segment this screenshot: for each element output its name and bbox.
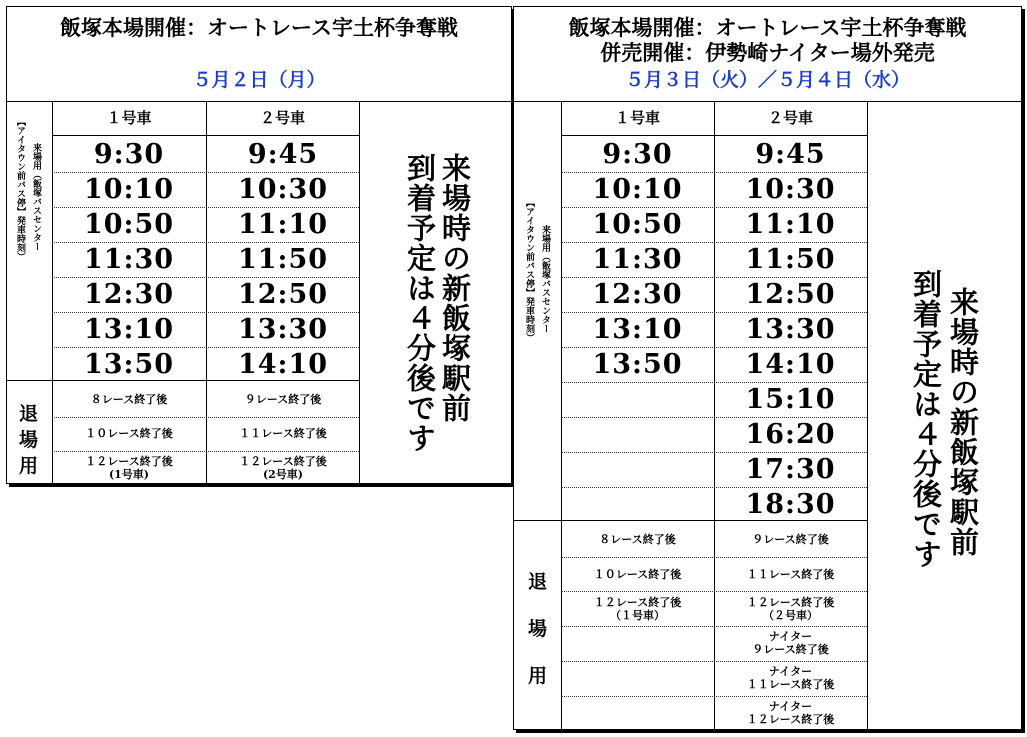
exit-note-car1	[52, 451, 206, 486]
exit-label-3: 用	[528, 665, 548, 687]
departure-label-a: 来場用（飯塚バスセンター	[540, 225, 550, 333]
event-date: ５月２日（月）	[192, 69, 326, 91]
departure-time-car1	[561, 382, 714, 417]
departure-time-car1: 9:30	[93, 139, 165, 170]
departure-time-car2: 13:30	[745, 314, 836, 345]
exit-note-line: ９レース終了後	[752, 532, 829, 546]
departure-label-b: 【アイタウン前バス停】発車時刻）	[15, 117, 25, 261]
exit-note-line: ９レース終了後	[752, 643, 829, 657]
departure-time-car1: 10:10	[592, 174, 683, 205]
departure-label-a: 来場用（飯塚バスセンター	[31, 143, 41, 251]
exit-note-line: ８レース終了後	[90, 392, 168, 406]
departure-time-car1: 12:30	[592, 279, 683, 310]
exit-note-line: １１レース終了後	[746, 678, 835, 692]
departure-label	[7, 105, 52, 380]
departure-time-car2: 14:10	[237, 349, 329, 380]
exit-note-car2	[206, 382, 360, 417]
exit-note-line: １２レース終了後	[593, 595, 682, 609]
departure-time-car2: 10:30	[237, 174, 329, 205]
departure-time-car2: 9:45	[755, 139, 826, 170]
event-subtitle: 併売開催：伊勢崎ナイター場外発売	[600, 40, 935, 65]
departure-time-car1: 12:30	[83, 279, 175, 310]
exit-note-line: １２レース終了後	[239, 455, 327, 469]
departure-time-car1: 11:30	[592, 244, 683, 275]
exit-note-car1	[561, 626, 714, 661]
departure-time-car2: 11:50	[237, 244, 329, 275]
exit-note-line: １０レース終了後	[593, 567, 682, 581]
departure-time-car1: 13:10	[592, 314, 683, 345]
exit-note-line: １２レース終了後	[746, 712, 835, 726]
event-title: 飯塚本場開催：オートレース宇土杯争奪戦	[60, 15, 458, 40]
exit-note-line: ナイター	[768, 630, 813, 644]
departure-time-car2: 17:30	[745, 454, 836, 485]
exit-note-line: ナイター	[768, 665, 813, 679]
departure-time-car2: 10:30	[745, 174, 836, 205]
exit-note-line: １０レース終了後	[85, 427, 173, 441]
departure-time-car1: 9:30	[602, 139, 673, 170]
departure-time-car1: 11:30	[83, 244, 175, 275]
exit-note-car2	[206, 417, 360, 452]
departure-time-car2: 11:50	[745, 244, 836, 275]
exit-note-car1	[561, 661, 714, 696]
column-header-car2: ２号車	[767, 109, 813, 127]
exit-note-car1	[52, 417, 206, 452]
exit-note-car2	[714, 696, 867, 731]
exit-note-line: （２号車）	[763, 608, 818, 622]
arrival-note-line2: 到着予定は４分後です	[403, 153, 437, 453]
departure-time-car2: 11:10	[237, 209, 329, 240]
arrival-note-line1: 来場時の新飯塚駅前	[946, 287, 980, 557]
exit-label-2: 場	[19, 429, 39, 451]
panel-header	[7, 7, 511, 102]
departure-time-car1	[561, 487, 714, 522]
column-header-car2: ２号車	[259, 109, 305, 127]
exit-label-1: 退	[19, 403, 39, 425]
departure-time-car1: 13:10	[83, 314, 175, 345]
departure-time-car1: 13:50	[83, 349, 175, 380]
departure-label	[514, 105, 561, 520]
exit-label-3: 用	[19, 455, 39, 477]
panel-header	[514, 7, 1021, 102]
column-header-car1: １号車	[106, 109, 152, 127]
departure-time-car2: 16:20	[745, 419, 836, 450]
exit-note-car1	[52, 382, 206, 417]
departure-time-car1: 13:50	[592, 349, 683, 380]
departure-time-car2: 13:30	[237, 314, 329, 345]
departure-label-b: 【アイタウン前バス停】発車時刻）	[524, 198, 534, 342]
exit-note-car1	[561, 696, 714, 731]
exit-note-car2	[206, 451, 360, 486]
departure-time-car1	[561, 417, 714, 452]
event-title: 飯塚本場開催：オートレース宇土杯争奪戦	[568, 15, 967, 40]
exit-note-line: （１号車）	[610, 608, 665, 622]
exit-note-line: １２レース終了後	[746, 595, 835, 609]
departure-time-car1: 10:50	[83, 209, 175, 240]
departure-time-car2: 9:45	[247, 139, 319, 170]
schedule-panel-may2	[6, 6, 512, 484]
departure-time-car2: 18:30	[745, 489, 836, 520]
exit-note-line: ８レース終了後	[599, 532, 676, 546]
departure-time-car2: 12:50	[745, 279, 836, 310]
exit-note-line: ナイター	[768, 699, 813, 713]
exit-note-line: (2号車)	[262, 468, 304, 482]
exit-note-line: １１レース終了後	[239, 427, 327, 441]
exit-note-car2	[714, 522, 867, 557]
departure-time-car2: 14:10	[745, 349, 836, 380]
exit-note-car2	[714, 661, 867, 696]
departure-time-car2: 15:10	[745, 384, 836, 415]
arrival-note-line2: 到着予定は４分後です	[909, 269, 943, 569]
departure-time-car1: 10:50	[592, 209, 683, 240]
schedule-panel-may3-4	[513, 6, 1022, 730]
departure-time-car1	[561, 452, 714, 487]
exit-note-car1	[561, 522, 714, 557]
event-date: ５月３日（火）／５月４日（水）	[624, 69, 910, 91]
column-header-car1: １号車	[614, 109, 660, 127]
exit-note-car2	[714, 557, 867, 592]
exit-note-line: ９レース終了後	[244, 392, 322, 406]
exit-note-line: １２レース終了後	[85, 455, 173, 469]
arrival-note-line1: 来場時の新飯塚駅前	[438, 153, 472, 423]
exit-note-car1	[561, 591, 714, 626]
departure-time-car1: 10:10	[83, 174, 175, 205]
exit-label-2: 場	[528, 618, 548, 640]
exit-label-1: 退	[528, 571, 548, 593]
exit-note-line: (1号車)	[108, 468, 150, 482]
exit-note-car2	[714, 591, 867, 626]
exit-note-line: １１レース終了後	[746, 567, 835, 581]
exit-note-car2	[714, 626, 867, 661]
departure-time-car2: 12:50	[237, 279, 329, 310]
departure-time-car2: 11:10	[745, 209, 836, 240]
exit-note-car1	[561, 557, 714, 592]
